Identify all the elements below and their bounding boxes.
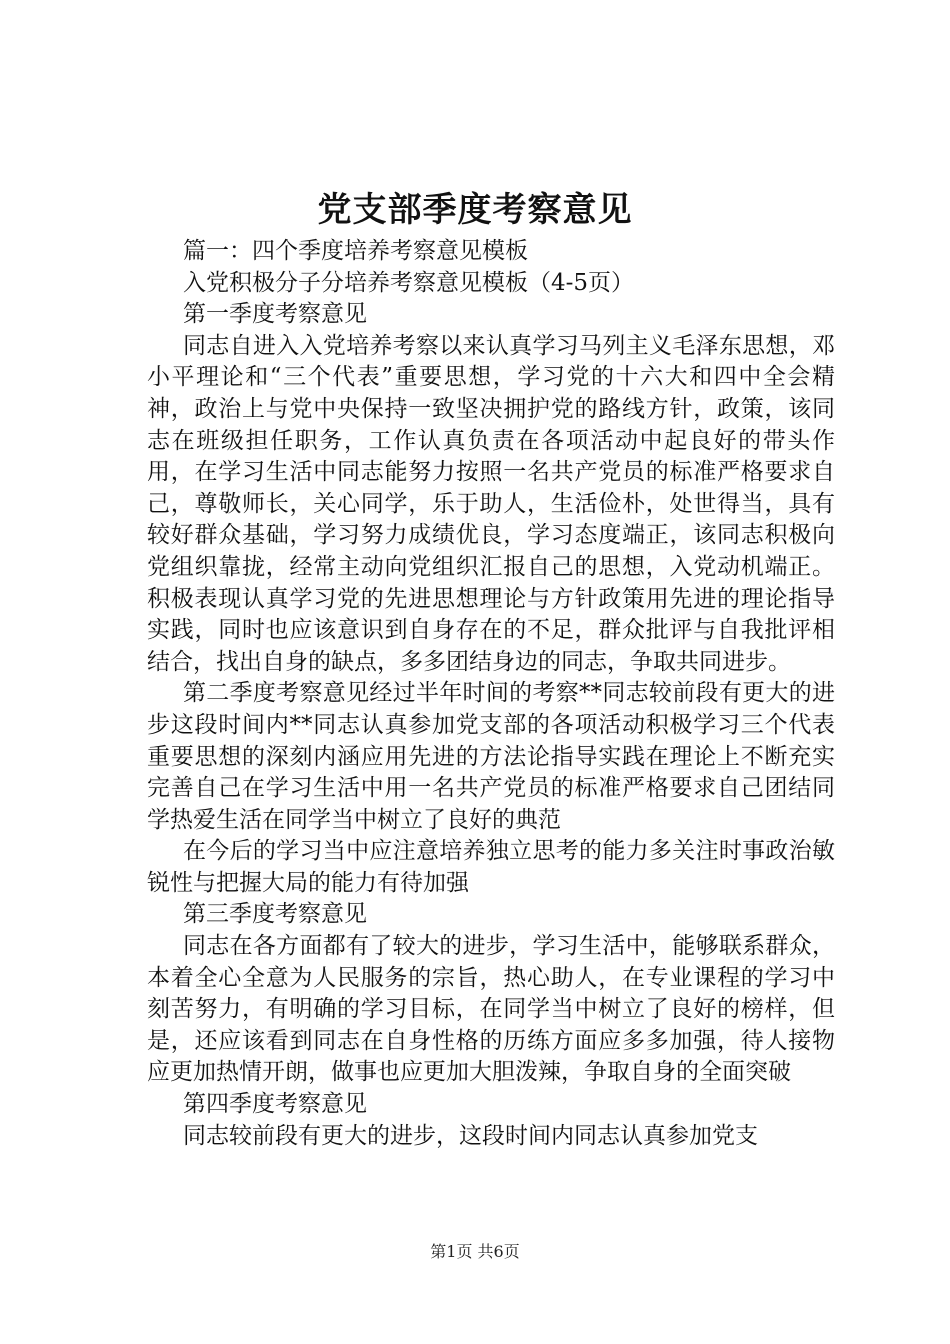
- document-title: 党支部季度考察意见: [317, 190, 633, 230]
- paragraph-q3-body: 同志在各方面都有了较大的进步，学习生活中，能够联系群众，本着全心全意为人民服务的宗旨，热心助人，在专业课程的学习中刻苦努力，有明确的学习目标，在同学当中树立了良好的榜样，但是，还应该看到同志在自身性格的历练方面应多多加强，待人接物应更加热情开朗，做事也应更加大胆泼辣，争取自身的全面突破: [147, 933, 835, 1086]
- paragraph-q4-body: 同志较前段有更大的进步，这段时间内同志认真参加党支: [183, 1122, 758, 1149]
- document-body: [147, 236, 835, 1152]
- paragraph-q2-continued: 在今后的学习当中应注意培养独立思考的能力多关注时事政治敏锐性与把握大局的能力有待加强: [147, 838, 835, 896]
- paragraph-q3-heading: 第三季度考察意见: [183, 901, 367, 928]
- paragraph-q1-body: 同志自进入入党培养考察以来认真学习马列主义毛泽东思想，邓小平理论和“三个代表”重要思想，学习党的十六大和四中全会精神，政治上与党中央保持一致坚决拥护党的路线方针，政策，该同志在班级担任职务，工作认真负责在各项活动中起良好的带头作用，在学习生活中同志能努力按照一名共产党员的标准严格要求自己，尊敬师长，关心同学，乐于助人，生活俭朴，处世得当，具有较好群众基础，学习努力成绩优良，学习态度端正，该同志积极向党组织靠拢，经常主动向党组织汇报自己的思想，入党动机端正。积极表现认真学习党的先进思想理论与方针政策用先进的理论指导实践，同时也应该意识到自身存在的不足，群众批评与自我批评相结合，找出自身的缺点，多多团结身边的同志，争取共同进步。: [147, 332, 835, 675]
- paragraph-q2-body: 第二季度考察意见经过半年时间的考察**同志较前段有更大的进步这段时间内**同志认真参加党支部的各项活动积极学习三个代表重要思想的深刻内涵应用先进的方法论指导实践在理论上不断充实完善自己在学习生活中用一名共产党员的标准严格要求自己团结同学热爱生活在同学当中树立了良好的典范: [147, 680, 835, 833]
- paragraph-template-subtitle: 入党积极分子分培养考察意见模板（4-5页）: [183, 269, 635, 296]
- paragraph-heading-part-one: 篇一：四个季度培养考察意见模板: [183, 238, 528, 264]
- page-footer: 第1页 共6页: [430, 1242, 520, 1261]
- paragraph-q1-heading: 第一季度考察意见: [183, 301, 367, 328]
- paragraph-q4-heading: 第四季度考察意见: [183, 1091, 367, 1118]
